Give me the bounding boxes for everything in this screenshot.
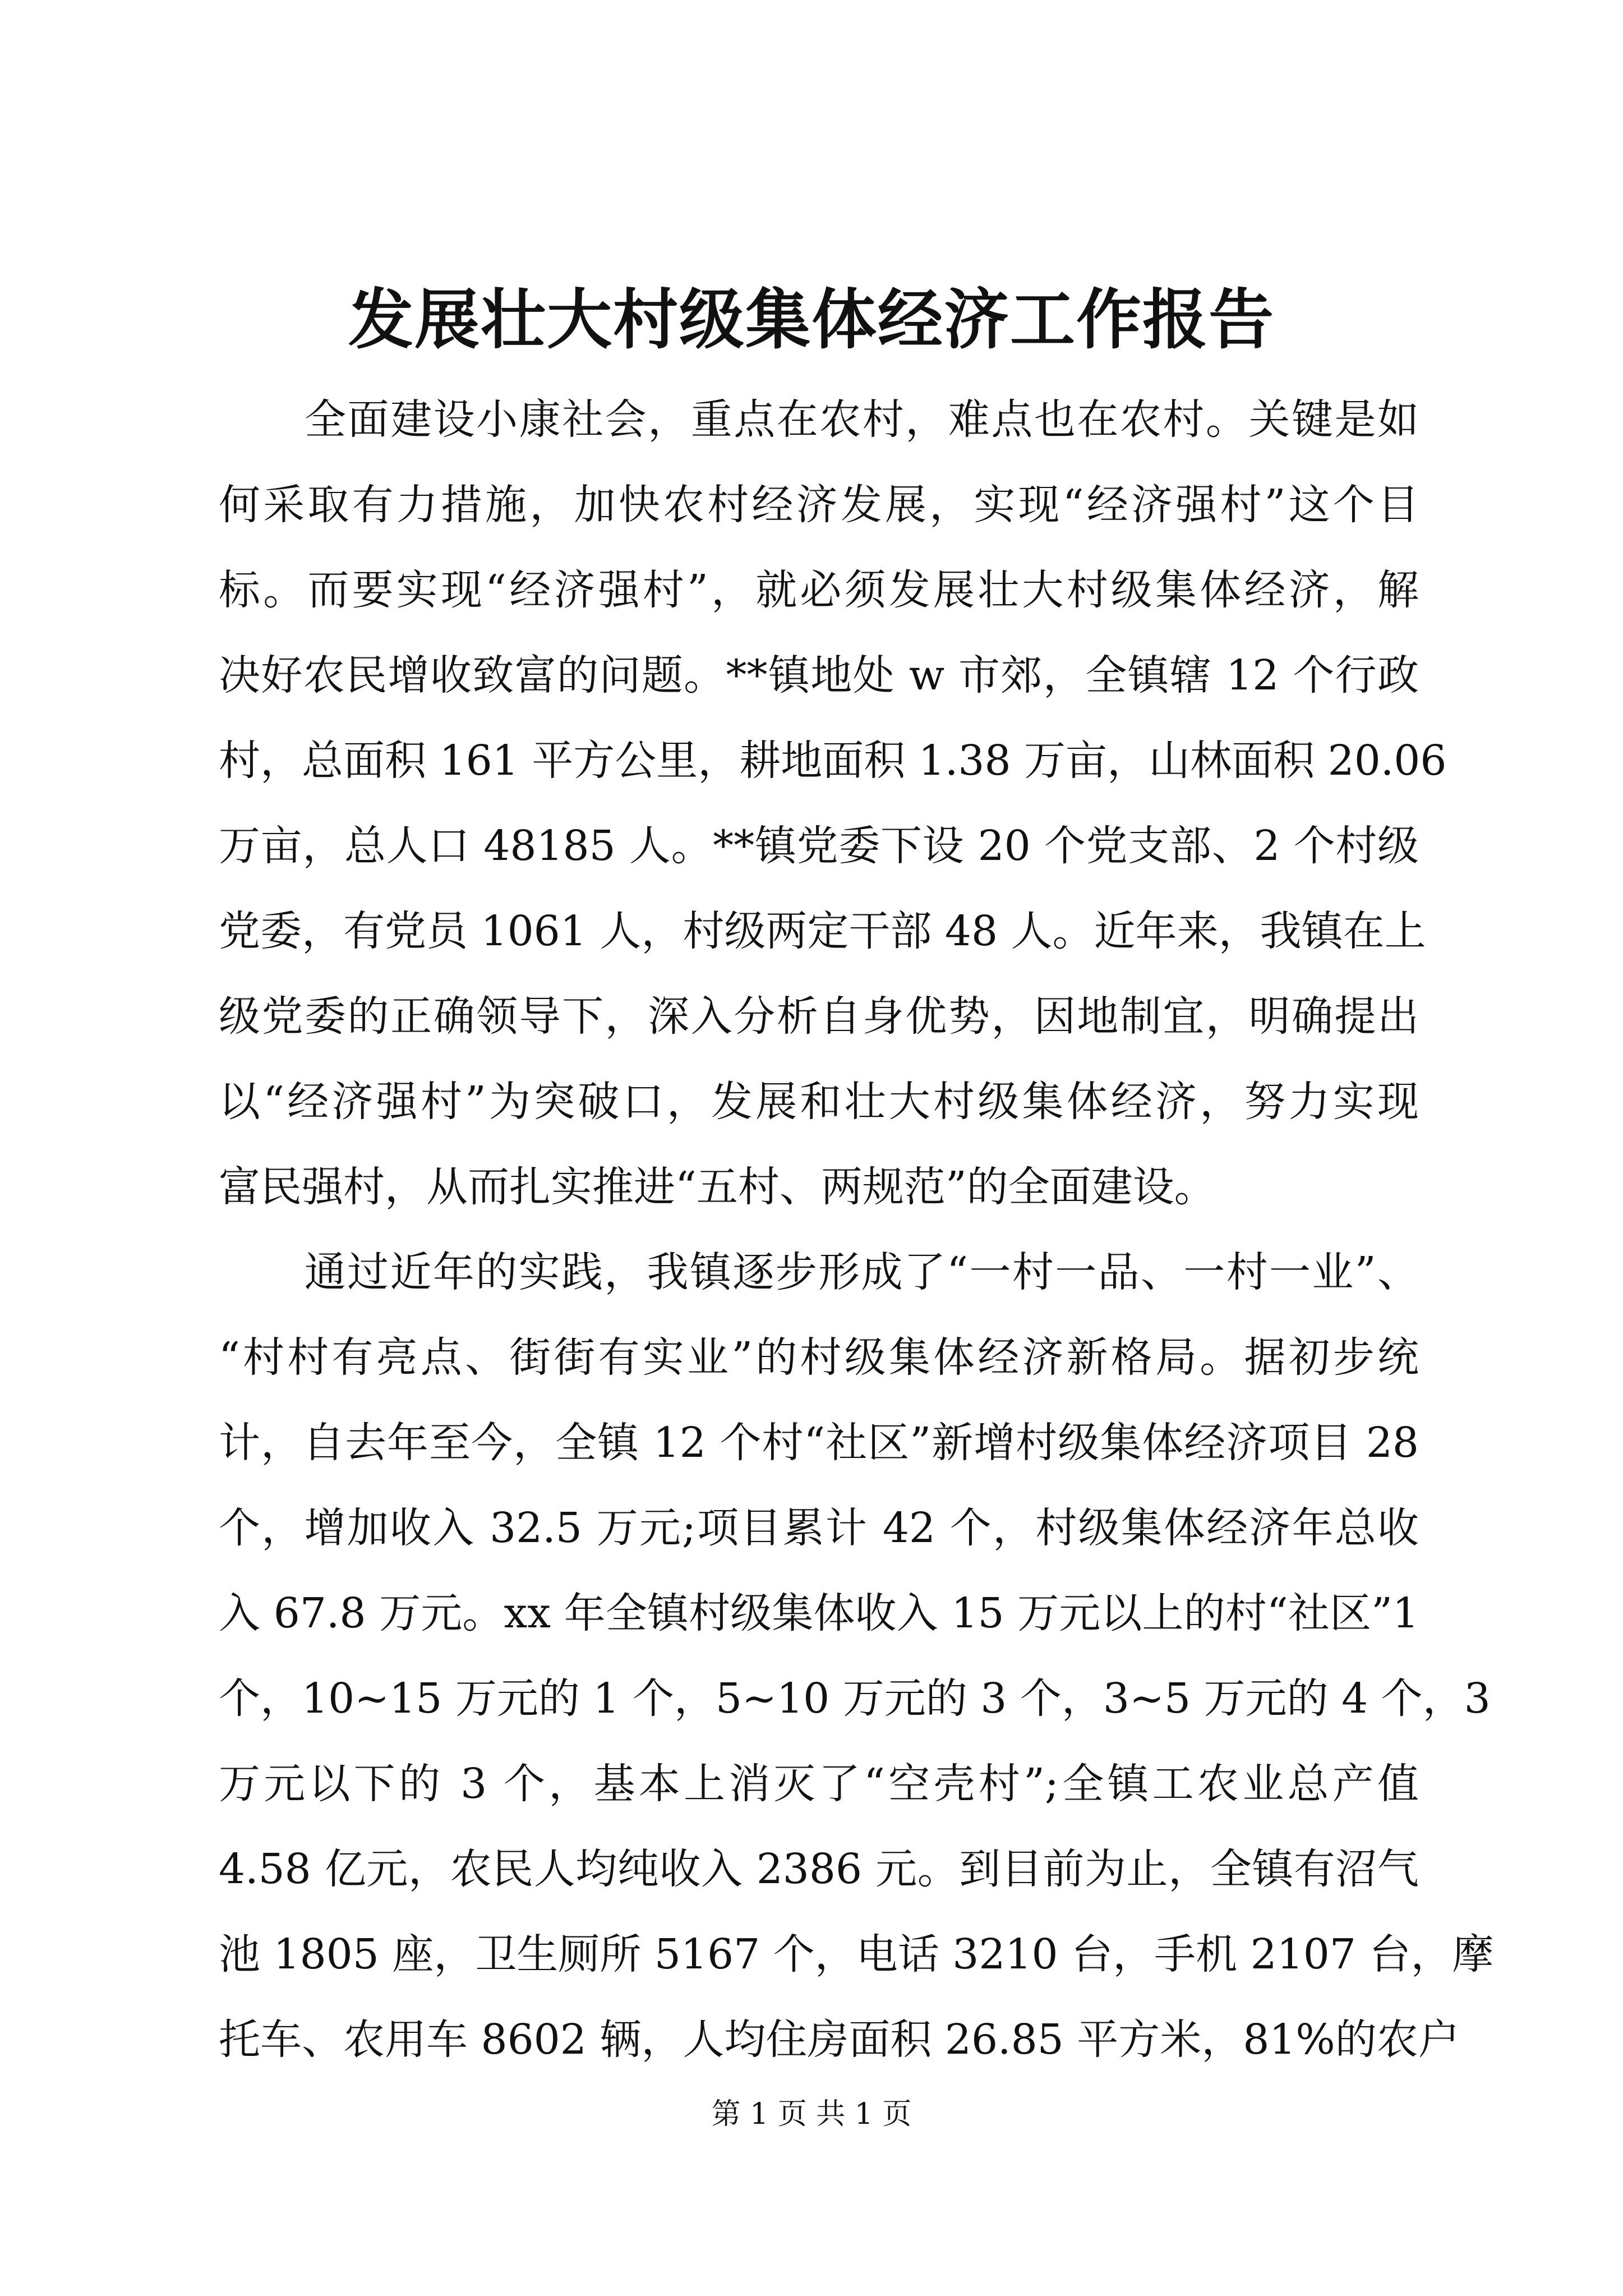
- body-line: 党委，有党员 1061 人，村级两定干部 48 人。近年来，我镇在上: [219, 907, 1426, 955]
- body-line: 何采取有力措施，加快农村经济发展，实现“经济强村”这个目: [219, 481, 1419, 529]
- body-line: 级党委的正确领导下，深入分析自身优势，因地制宜，明确提出: [219, 992, 1419, 1041]
- page-footer: 第 1 页 共 1 页: [711, 2097, 912, 2131]
- body-line: 决好农民增收致富的问题。**镇地处 w 市郊，全镇辖 12 个行政: [219, 651, 1419, 700]
- body-line: 全面建设小康社会，重点在农村，难点也在农村。关键是如: [219, 395, 1419, 444]
- body-line: 计，自去年至今，全镇 12 个村“社区”新增村级集体经济项目 28: [219, 1419, 1419, 1467]
- document-title: 发展壮大村级集体经济工作报告: [348, 282, 1275, 358]
- body-line: 万亩，总人口 48185 人。**镇党委下设 20 个党支部、2 个村级: [219, 822, 1419, 870]
- body-line: “村村有亮点、街街有实业”的村级集体经济新格局。据初步统: [219, 1333, 1419, 1382]
- body-line: 富民强村，从而扎实推进“五村、两规范”的全面建设。: [219, 1163, 1216, 1211]
- body-line: 村，总面积 161 平方公里，耕地面积 1.38 万亩，山林面积 20.06: [219, 737, 1447, 785]
- body-line: 个，增加收入 32.5 万元;项目累计 42 个，村级集体经济年总收: [219, 1504, 1419, 1552]
- body-line: 万元以下的 3 个，基本上消灭了“空壳村”;全镇工农业总产值: [219, 1760, 1419, 1808]
- body-line: 托车、农用车 8602 辆，人均住房面积 26.85 平方米，81%的农户: [219, 2016, 1460, 2064]
- body-line: 入 67.8 万元。xx 年全镇村级集体收入 15 万元以上的村“社区”1: [219, 1589, 1419, 1637]
- body-line: 个，10~15 万元的 1 个，5~10 万元的 3 个，3~5 万元的 4 个，3: [219, 1674, 1491, 1723]
- body-line: 以“经济强村”为突破口，发展和壮大村级集体经济，努力实现: [219, 1078, 1419, 1126]
- body-line: 通过近年的实践，我镇逐步形成了“一村一品、一村一业”、: [219, 1248, 1419, 1296]
- document-body: [219, 377, 1494, 2082]
- body-line: 4.58 亿元，农民人均纯收入 2386 元。到目前为止，全镇有沼气: [219, 1845, 1419, 1893]
- body-line: 池 1805 座，卫生厕所 5167 个，电话 3210 台，手机 2107 台，摩: [219, 1930, 1494, 1978]
- body-line: 标。而要实现“经济强村”，就必须发展壮大村级集体经济，解: [219, 566, 1419, 614]
